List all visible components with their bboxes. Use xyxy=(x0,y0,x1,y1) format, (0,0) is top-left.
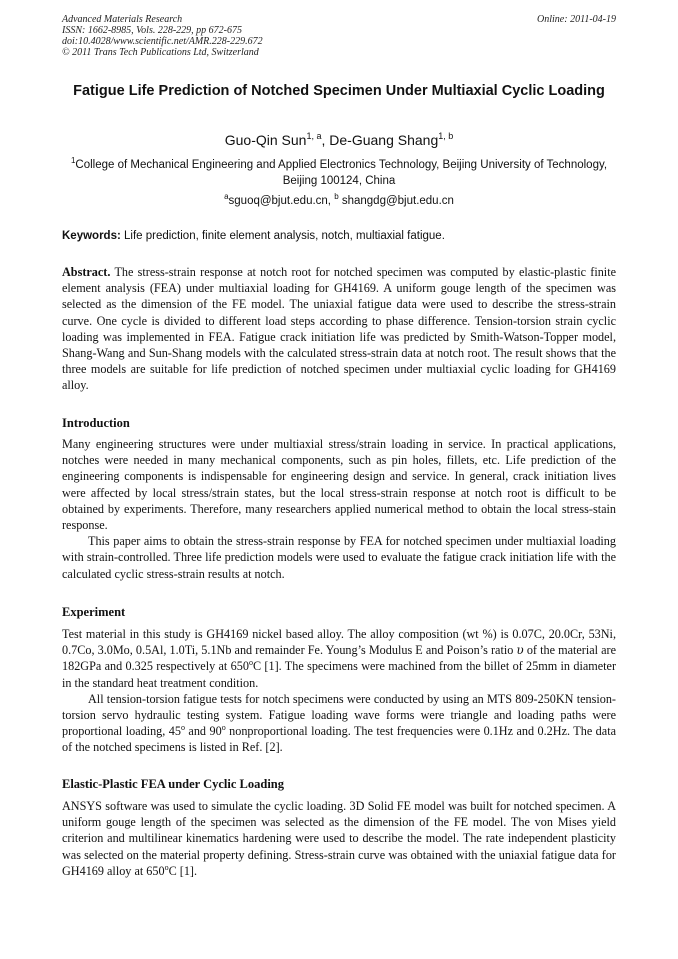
degree-mark: o xyxy=(221,723,226,733)
abstract xyxy=(62,264,616,394)
paragraph: This paper aims to obtain the stress-strain response by FEA for notched specimen under multiaxial loading with strain-controlled. Three life prediction models were used to evaluate the fatigue crack initiation life with the calculated cyclic stress-strain results at notch. xyxy=(62,534,616,581)
doi-line: doi:10.4028/www.scientific.net/AMR.228-229.672 xyxy=(62,36,263,47)
author-separator: , xyxy=(321,132,330,148)
section-fea xyxy=(62,798,616,879)
degree-mark: o xyxy=(248,658,253,668)
section-heading-introduction: Introduction xyxy=(62,416,130,430)
paragraph xyxy=(62,798,616,879)
keywords-text: Life prediction, finite element analysis, notch, multiaxial fatigue. xyxy=(120,230,445,242)
text-run: nonproportional loading. The test frequencies were 0.1Hz and 0.2Hz. The data of the notched specimens is listed in Ref. [2]. xyxy=(62,724,616,755)
email-mark: a xyxy=(224,192,229,201)
email-link[interactable]: sguoq@bjut.edu.cn, xyxy=(228,195,335,207)
author-line xyxy=(62,131,616,149)
author-affiliation-mark: 1, a xyxy=(306,131,322,141)
paragraph xyxy=(62,691,616,756)
abstract-label: Abstract. xyxy=(62,265,111,279)
author-name: De-Guang Shang xyxy=(329,132,439,148)
affiliation xyxy=(62,157,616,189)
affiliation-text: College of Mechanical Engineering and Applied Electronics Technology, Beijing University of Technology, Beijing 100124, China xyxy=(75,159,608,187)
degree-mark: o xyxy=(164,862,169,872)
section-introduction xyxy=(62,436,616,582)
email-link[interactable]: shangdg@bjut.edu.cn xyxy=(338,195,454,207)
paragraph xyxy=(62,626,616,691)
text-run: and 90 xyxy=(184,724,222,739)
issn-line: ISSN: 1662-8985, Vols. 228-229, pp 672-675 xyxy=(62,25,242,36)
keywords-label: Keywords: xyxy=(62,230,121,242)
email-mark: b xyxy=(334,192,339,201)
abstract-text: The stress-strain response at notch root for notched specimen was computed by elastic-plastic finite element analysis (FEA) under multiaxial loading for GH4169. A uniform gouge length of the specimen was selected as the dimension of the FE model. The uniaxial fatigue data were used to describe the stress-strain curve. One cycle is divided to different load steps according to phase difference. Tension-torsion strain cyclic loading was implemented in FEA. Fatigue crack initiation life was predicted by Smith-Watson-Topper model, Shang-Wang and Sun-Shang models with the calculated stress-strain data at notch root. The result shows that the three models are suitable for life prediction of notched specimen under multiaxial cyclic loading for GH4169 alloy. xyxy=(62,265,616,393)
online-date: Online: 2011-04-19 xyxy=(537,14,616,25)
copyright-line: © 2011 Trans Tech Publications Ltd, Switzerland xyxy=(62,47,259,58)
keywords xyxy=(62,228,616,244)
section-heading-experiment: Experiment xyxy=(62,605,126,619)
author-affiliation-mark: 1, b xyxy=(438,131,454,141)
text-run: All tension-torsion fatigue tests for notch specimens were conducted by using an MTS 809-250KN tension-torsion servo hydraulic testing system. Fatigue loading wave forms were triangle and loading paths were proportional loading, 45 xyxy=(62,691,616,739)
section-experiment xyxy=(62,626,616,756)
paper-title: Fatigue Life Prediction of Notched Specimen Under Multiaxial Cyclic Loading xyxy=(73,83,605,99)
affiliation-mark: 1 xyxy=(70,156,76,165)
section-heading-fea: Elastic-Plastic FEA under Cyclic Loading xyxy=(62,777,284,791)
poisson-symbol: υ xyxy=(516,643,524,658)
text-run: Test material in this study is GH4169 nickel based alloy. The alloy composition (wt %) is 0.07C, 20.0Cr, 53Ni, 0.7Co, 3.0Mo, 0.5Al, 1.0Ti, 5.1Nb and remainder Fe. Young’s Modulus E and Poison’s ratio xyxy=(62,627,616,658)
degree-mark: o xyxy=(180,723,185,733)
journal-header xyxy=(62,14,616,58)
text-run: of the material are 182GPa and 0.325 respectively at 650 xyxy=(62,643,616,674)
paragraph: Many engineering structures were under multiaxial stress/strain loading in service. In practical applications, notches were needed in many mechanical components, such as pin holes, fillets, etc. Life prediction of the engineering components is indispensable for engineering design and service. In general, crack initiation lives were affected by local stress/strain states, but the local stress-strain response at notch root is difficult to be obtained by experiments. Therefore, many researchers applied numerical method to obtain the local stress-stain response. xyxy=(62,437,616,533)
text-run: C [1]. xyxy=(168,863,198,878)
email-line xyxy=(62,193,616,209)
text-run: ANSYS software was used to simulate the cyclic loading. 3D Solid FE model was built for notched specimen. A uniform gouge length of the specimen was selected as the dimension of the FE model. The von Mises yield criterion and multilinear kinematics hardening were used to describe the model. The rate independent plasticity was selected on the material property defining. Stress-strain curve was obtained with the uniaxial fatigue data for GH4169 alloy at 650 xyxy=(62,799,616,878)
author-name: Guo-Qin Sun xyxy=(224,132,307,148)
text-run: C [1]. The specimens were machined from the billet of 25mm in diameter in the standard heat treatment condition. xyxy=(62,659,616,690)
journal-name: Advanced Materials Research xyxy=(62,14,183,25)
